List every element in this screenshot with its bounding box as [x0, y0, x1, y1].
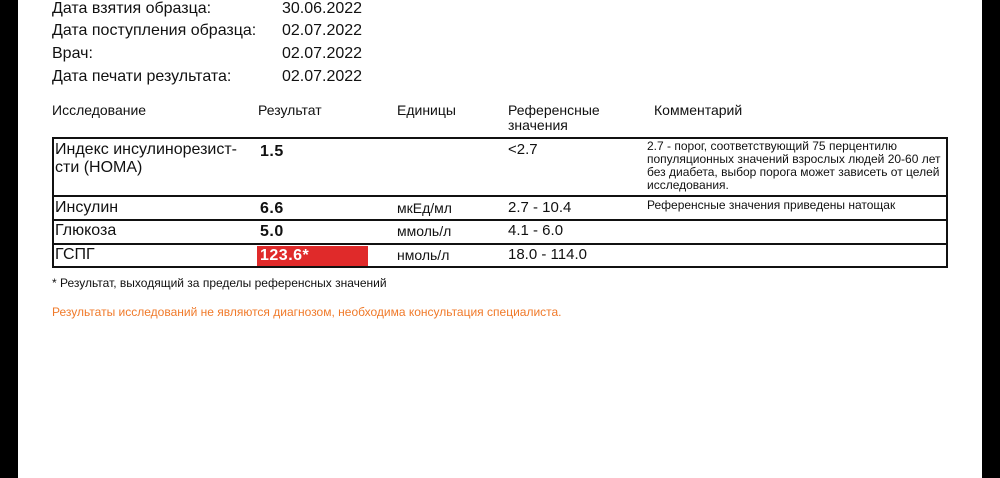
row-homa-name: Индекс инсулинорезист-сти (HOMA): [55, 141, 237, 176]
row-insulin-result: 6.6: [260, 200, 284, 217]
table-divider: [52, 266, 948, 268]
row-shbg-name: ГСПГ: [55, 246, 95, 263]
table-border-left: [52, 137, 54, 267]
header-units: Единицы: [397, 102, 456, 118]
meta-value: 02.07.2022: [282, 22, 363, 39]
row-glucose-units: ммоль/л: [397, 223, 452, 239]
table-divider: [52, 219, 948, 221]
meta-value: 02.07.2022: [282, 68, 363, 85]
row-glucose-result: 5.0: [260, 223, 284, 240]
meta-label: Дата печати результата:: [52, 68, 232, 85]
meta-value: 02.07.2022: [282, 45, 363, 62]
row-shbg-units: нмоль/л: [397, 247, 450, 263]
header-result: Результат: [258, 102, 322, 118]
row-insulin-comment: Референсные значения приведены натощак: [647, 198, 896, 212]
meta-value: 30.06.2022: [282, 0, 363, 17]
header-reference: Референсные значения: [508, 102, 600, 133]
row-shbg-reference: 18.0 - 114.0: [508, 246, 587, 263]
header-comment: Комментарий: [654, 102, 743, 118]
lab-report-sheet: [18, 0, 982, 478]
row-homa-comment: 2.7 - порог, соответствующий 75 перцентилю популяционных значений взрослых людей 20-60 лет без диабета, выбор порога может зависеть от целей исследования.: [647, 139, 941, 192]
meta-label: Врач:: [52, 45, 93, 62]
meta-label: Дата поступления образца:: [52, 22, 257, 39]
table-divider: [52, 195, 948, 197]
row-glucose-reference: 4.1 - 6.0: [508, 222, 564, 239]
table-divider: [52, 243, 948, 245]
row-insulin-reference: 2.7 - 10.4: [508, 199, 572, 216]
row-glucose-name: Глюкоза: [55, 222, 117, 239]
row-homa-reference: <2.7: [508, 141, 538, 158]
header-test: Исследование: [52, 102, 147, 118]
row-insulin-units: мкЕд/мл: [397, 200, 452, 216]
row-homa-result: 1.5: [260, 143, 284, 160]
out-of-range-footnote: * Результат, выходящий за пределы референсных значений: [52, 276, 387, 290]
meta-label: Дата взятия образца:: [52, 0, 212, 17]
row-insulin-name: Инсулин: [55, 199, 119, 216]
row-shbg-result-flagged: 123.6*: [257, 246, 368, 266]
medical-disclaimer: Результаты исследований не являются диагнозом, необходима консультация специалиста.: [52, 305, 562, 319]
